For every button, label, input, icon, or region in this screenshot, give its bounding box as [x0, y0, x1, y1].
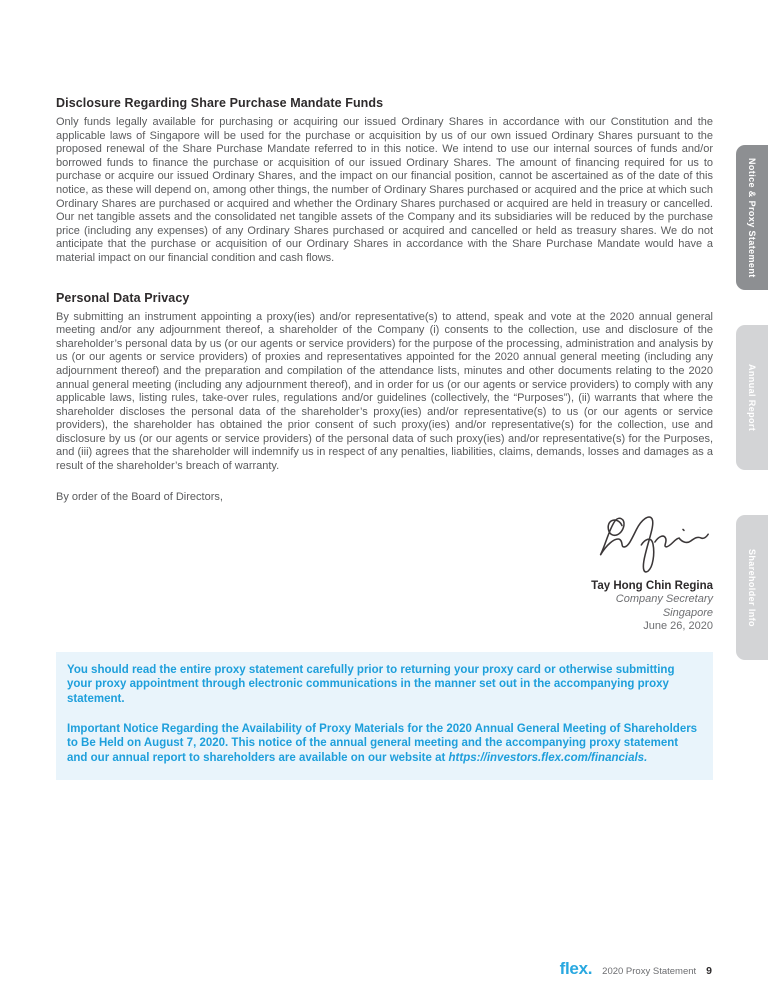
- signature-image: [593, 511, 711, 573]
- side-tab-notice-proxy-statement[interactable]: [736, 145, 768, 290]
- signature-block: [56, 511, 713, 578]
- section-body-text: Only funds legally available for purchasing or acquiring our issued Ordinary Shares in accordance with our Constitution and the applicable laws of Singapore will be used for the purchase or acquisition by us of our own issued Ordinary Shares pursuant to the proposed renewal of the Share Purchase Mandate referred to in this notice. We intend to use our internal sources of funds and/or borrowed funds to finance the purchase or acquisition of our issued Ordinary Shares. The amount of financing required for us to purchase or acquire our issued Ordinary Shares, and the impact on our financial position, cannot be ascertained as of the date of this notice, as these will depend on, among other things, the number of Ordinary Shares purchased or acquired and the price at which such Ordinary Shares are purchased or acquired and whether the Ordinary Shares purchased or acquired are held in treasury or cancelled. Our net tangible assets and the consolidated net tangible assets of the Company and its subsidiaries will be reduced by the purchase price (including any expenses) of any Ordinary Shares purchased or acquired and cancelled or held as treasury shares. We do not anticipate that the purchase or acquisition of our Ordinary Shares in accordance with the Share Purchase Mandate would have a material impact on our financial condition and cash flows.: [56, 116, 713, 264]
- signatory-date: June 26, 2020: [643, 620, 713, 633]
- flex-logo: flex.: [559, 959, 593, 978]
- side-tab-label: Annual Report: [747, 363, 757, 432]
- important-notice-box: [56, 652, 713, 780]
- section-share-purchase-mandate-funds: [56, 96, 713, 266]
- side-tab-label: Notice & Proxy Statement: [747, 157, 757, 278]
- signatory-location: Singapore: [662, 606, 713, 619]
- section-heading: Personal Data Privacy: [56, 290, 190, 305]
- side-tab-annual-report[interactable]: [736, 325, 768, 470]
- notice-availability-text: Important Notice Regarding the Availability of Proxy Materials for the 2020 Annual General Meeting of Shareholders to Be Held on August 7, 2020. This notice of the annual general meeting and the accompanying proxy statement and our annual report to shareholders are available on our website at: [67, 722, 698, 765]
- main-content-column: [56, 0, 713, 780]
- page-footer: [560, 959, 712, 979]
- page-number: 9: [706, 965, 712, 977]
- side-tab-shareholder-info[interactable]: [736, 515, 768, 660]
- signatory-title: Company Secretary: [615, 593, 713, 606]
- section-heading: Disclosure Regarding Share Purchase Mandate Funds: [56, 96, 384, 110]
- signatory-name: Tay Hong Chin Regina: [591, 579, 713, 592]
- notice-paragraph-availability: [67, 722, 700, 766]
- section-personal-data-privacy: [56, 291, 713, 474]
- by-order-line: By order of the Board of Directors,: [56, 490, 223, 503]
- section-body-text: By submitting an instrument appointing a proxy(ies) and/or representative(s) to attend, speak and vote at the 2020 annual general meeting and/or any adjournment thereof, a shareholder of the Company (i) consents to the collection, use and disclosure of the shareholder’s personal data by us (or our agents or service providers) for the purpose of the processing, administration and analysis by us (or our agents or service providers) of proxies and representatives appointed for the 2020 annual general meeting (including any adjournment thereof) and the preparation and compilation of the attendance lists, minutes and other documents relating to the 2020 annual general meeting (including any adjournment thereof), and in order for us (or our agents or service providers) to comply with any applicable laws, listing rules, take-over rules, regulations and/or guidelines (collectively, the “Purposes”), (ii) warrants that where the shareholder discloses the personal data of the shareholder’s proxy(ies) and/or representative(s) to us (or our agents or service providers), the shareholder has obtained the prior consent of such proxy(ies) and/or representative(s) for the collection, use and disclosure by us (or our agents or service providers) of the personal data of such proxy(ies) and/or representative(s) for the Purposes, and (iii) agrees that the shareholder will indemnify us in respect of any penalties, liabilities, claims, demands, losses and damages as a result of the shareholder’s breach of warranty.: [56, 310, 713, 473]
- signatory-details: [56, 580, 713, 634]
- notice-paragraph-read-carefully: You should read the entire proxy statement carefully prior to returning your proxy card or otherwise submitting your proxy appointment through electronic communications in the manner set out in the accompanying proxy statement.: [67, 663, 675, 706]
- footer-document-title: 2020 Proxy Statement: [602, 966, 697, 977]
- investors-website-link[interactable]: https://investors.flex.com/financials.: [448, 752, 648, 765]
- side-tab-label: Shareholder Info: [747, 548, 757, 627]
